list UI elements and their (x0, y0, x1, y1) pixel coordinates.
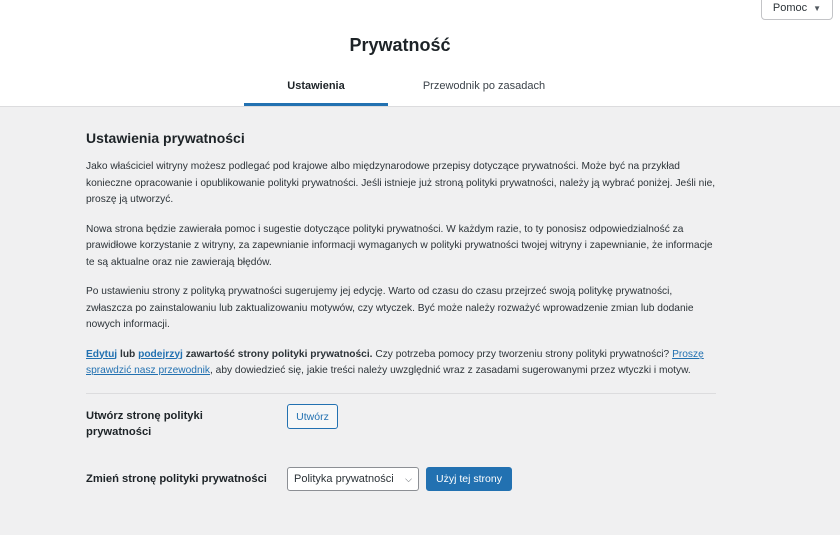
divider (86, 393, 716, 394)
preview-link[interactable]: podejrzyj (138, 348, 183, 360)
help-tail-text: , aby dowiedzieć się, jakie treści należy uwzględnić wraz z zasadami sugerowanymi przez wtyczki i motyw. (210, 365, 691, 376)
tab-settings[interactable]: Ustawienia (244, 80, 388, 106)
page-title: Prywatność (349, 35, 451, 55)
new-page-paragraph: Nowa strona będzie zawierała pomoc i sugestie dotyczące polityki prywatności. W każdym razie, to ty ponosisz odpowiedzialność za prawidłowe korzystanie z witryny, za zapewnianie informacji wymaganych w polityki prywatności twojej witryny i zapewnianie, że informacje te są aktualne oraz nie zawierają błędów. (86, 223, 713, 268)
privacy-page-select[interactable] (287, 467, 419, 491)
or-text: lub (119, 348, 136, 360)
tab-policy-guide[interactable]: Przewodnik po zasadach (422, 80, 546, 92)
create-page-label: Utwórz stronę polityki prywatności (86, 410, 203, 438)
help-button-label: Pomoc (772, 2, 808, 14)
create-page-button[interactable]: Utwórz (287, 404, 338, 429)
help-button[interactable] (761, 0, 833, 20)
help-paragraph (86, 347, 716, 380)
edit-link[interactable]: Edytuj (86, 348, 118, 360)
caret-down-icon: ▼ (813, 3, 822, 13)
privacy-page-select-value: Polityka prywatności (294, 473, 394, 485)
guide-link[interactable]: Proszę sprawdzić nasz przewodnik (86, 348, 704, 376)
page-header (0, 0, 840, 107)
policy-content-text: zawartość strony polityki prywatności. (185, 348, 373, 360)
intro-paragraph: Jako właściciel witryny możesz podlegać pod krajowe albo międzynarodowe przepisy dotyczące prywatności. Może być na przykład konieczne opracowanie i opublikowanie polityki prywatności. Jeśli istnieje już stroną polityki prywatności, należy ją wybrać poniżej. Jeśli nie, proszę ją utworzyć. (86, 161, 716, 205)
privacy-settings-section (86, 130, 716, 394)
help-question-text: Czy potrzeba pomocy przy tworzeniu strony polityki prywatności? (375, 348, 670, 360)
change-page-label: Zmień stronę polityki prywatności (86, 473, 267, 485)
edit-suggestion-paragraph: Po ustawieniu strony z polityką prywatności sugerujemy jej edycję. Warto od czasu do czasu przejrzeć swoją politykę prywatności, zwłaszcza po zainstalowaniu lub zaktualizowaniu motywów, czy wtyczek. Być może należy rozważyć wprowadzenie zmian lub dodanie nowych informacji. (86, 286, 694, 330)
section-title: Ustawienia prywatności (86, 130, 245, 146)
chevron-down-icon: ⌵ (405, 473, 412, 484)
use-this-page-button[interactable]: Użyj tej strony (426, 467, 512, 491)
